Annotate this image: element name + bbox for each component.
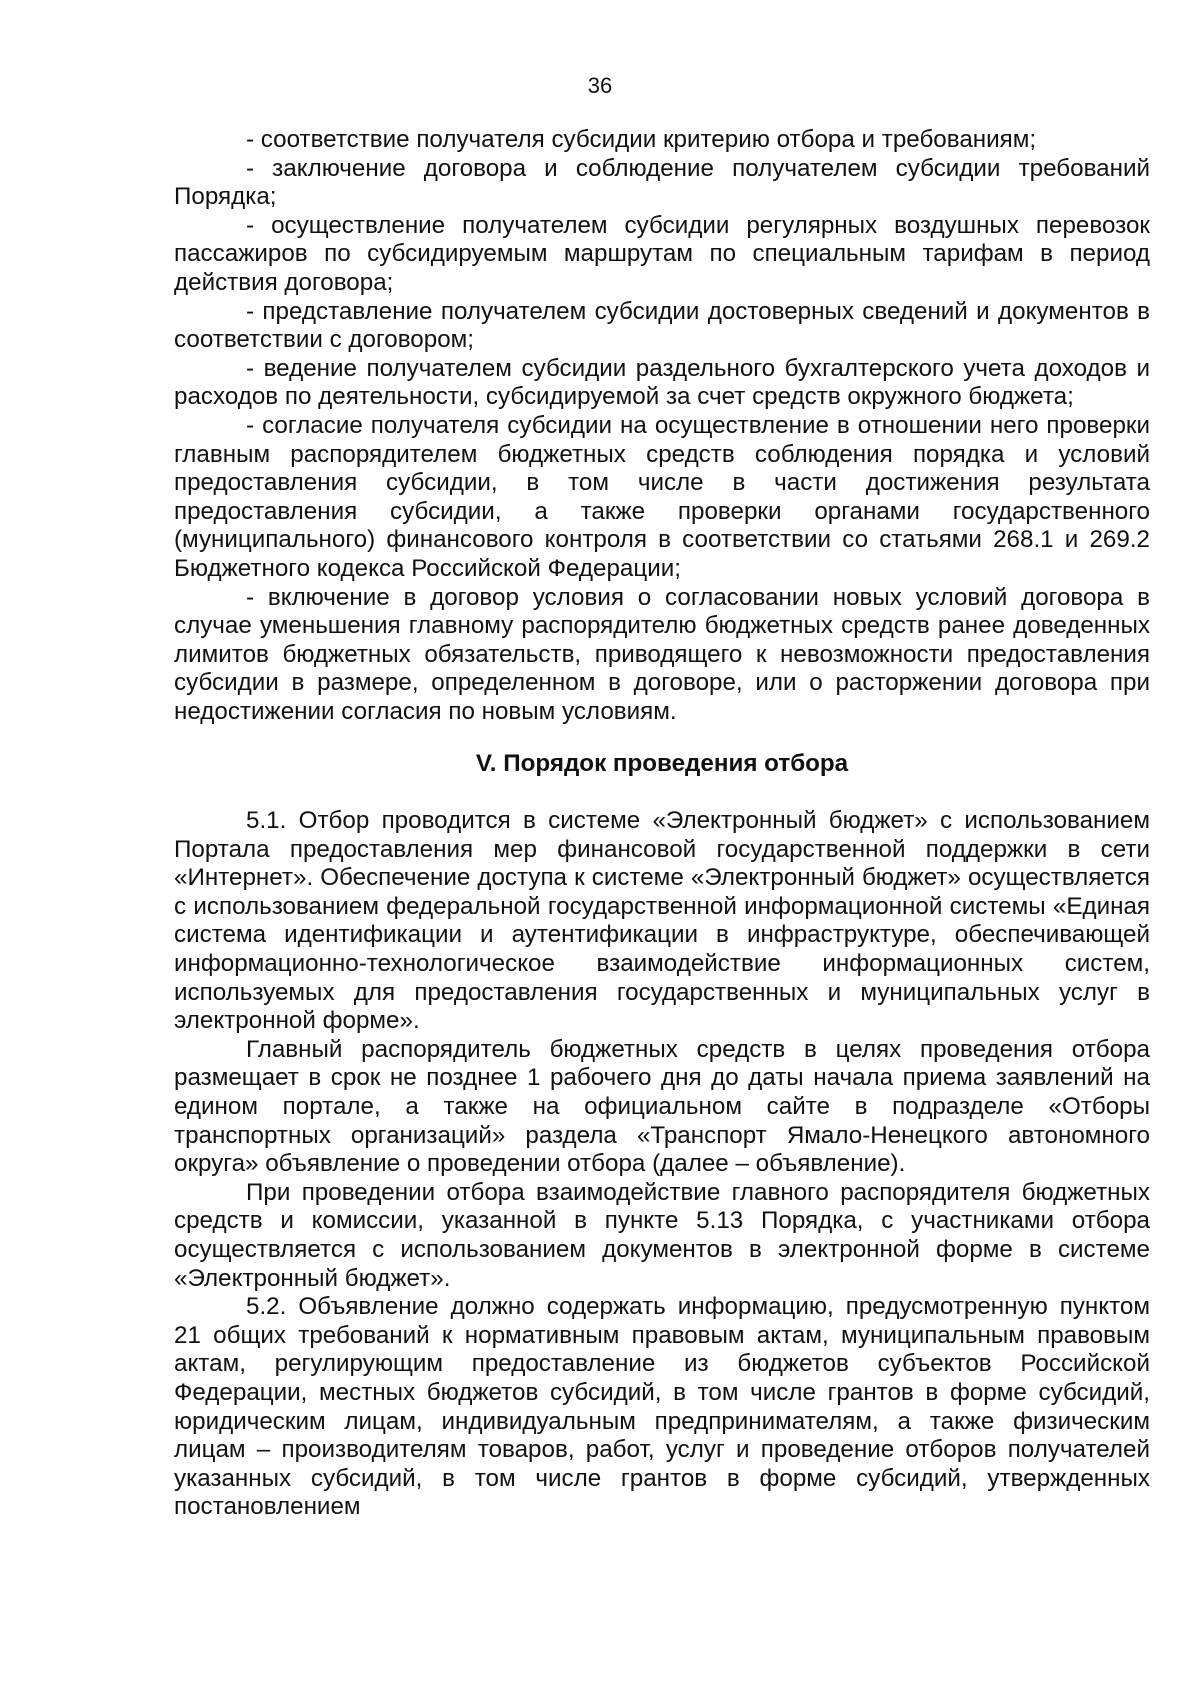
paragraph: - представление получателем субсидии достоверных сведений и документов в соответствии с договором; xyxy=(174,297,1150,354)
paragraph: При проведении отбора взаимодействие главного распорядителя бюджетных средств и комиссии, указанной в пункте 5.13 Порядка, с участниками отбора осуществляется с использованием документов в электронной форме в системе «Электронный бюджет». xyxy=(174,1178,1150,1292)
paragraph: Главный распорядитель бюджетных средств в целях проведения отбора размещает в срок не позднее 1 рабочего дня до даты начала приема заявлений на едином портале, а также на официальном сайте в подразделе «Отборы транспортных организаций» раздела «Транспорт Ямало-Ненецкого автономного округа» объявление о проведении отбора (далее – объявление). xyxy=(174,1035,1150,1178)
section-heading: V. Порядок проведения отбора xyxy=(475,750,849,778)
paragraph: 5.2. Объявление должно содержать информацию, предусмотренную пунктом 21 общих требований к нормативным правовым актам, муниципальным правовым актам, регулирующим предоставление из бюджетов субъектов Российской Федерации, местных бюджетов субсидий, в том числе грантов в форме субсидий, юридическим лицам, индивидуальным предпринимателям, а также физическим лицам – производителям товаров, работ, услуг и проведение отборов получателей указанных субсидий, в том числе грантов в форме субсидий, утвержденных постановлением xyxy=(174,1293,1150,1521)
document-body xyxy=(174,126,1150,1522)
paragraph: - включение в договор условия о согласовании новых условий договора в случае уменьшения главному распорядителю бюджетных средств ранее доведенных лимитов бюджетных обязательств, приводящего к невозможности предоставления субсидии в размере, определенном в договоре, или о расторжении договора при недостижении согласия по новым условиям. xyxy=(174,583,1150,725)
page-number: 36 xyxy=(587,73,613,98)
paragraph: - соответствие получателя субсидии критерию отбора и требованиям; xyxy=(246,126,1037,153)
paragraph: - ведение получателем субсидии раздельного бухгалтерского учета доходов и расходов по деятельности, субсидируемой за счет средств окружного бюджета; xyxy=(174,354,1150,411)
paragraph: - заключение договора и соблюдение получателем субсидии требований Порядка; xyxy=(174,154,1150,211)
paragraph: - согласие получателя субсидии на осуществление в отношении него проверки главным распорядителем бюджетных средств соблюдения порядка и условий предоставления субсидии, в том числе в части достижения результата предоставления субсидии, а также проверки органами государственного (муниципального) финансового контроля в соответствии со статьями 268.1 и 269.2 Бюджетного кодекса Российской Федерации; xyxy=(174,411,1150,582)
paragraph: - осуществление получателем субсидии регулярных воздушных перевозок пассажиров по субсидируемым маршрутам по специальным тарифам в период действия договора; xyxy=(174,211,1150,296)
paragraph: 5.1. Отбор проводится в системе «Электронный бюджет» с использованием Портала предоставления мер финансовой государственной поддержки в сети «Интернет». Обеспечение доступа к системе «Электронный бюджет» осуществляется с использованием федеральной государственной информационной системы «Единая система идентификации и аутентификации в инфраструктуре, обеспечивающей информационно-технологическое взаимодействие информационных систем, используемых для предоставления государственных и муниципальных услуг в электронной форме». xyxy=(174,807,1150,1035)
